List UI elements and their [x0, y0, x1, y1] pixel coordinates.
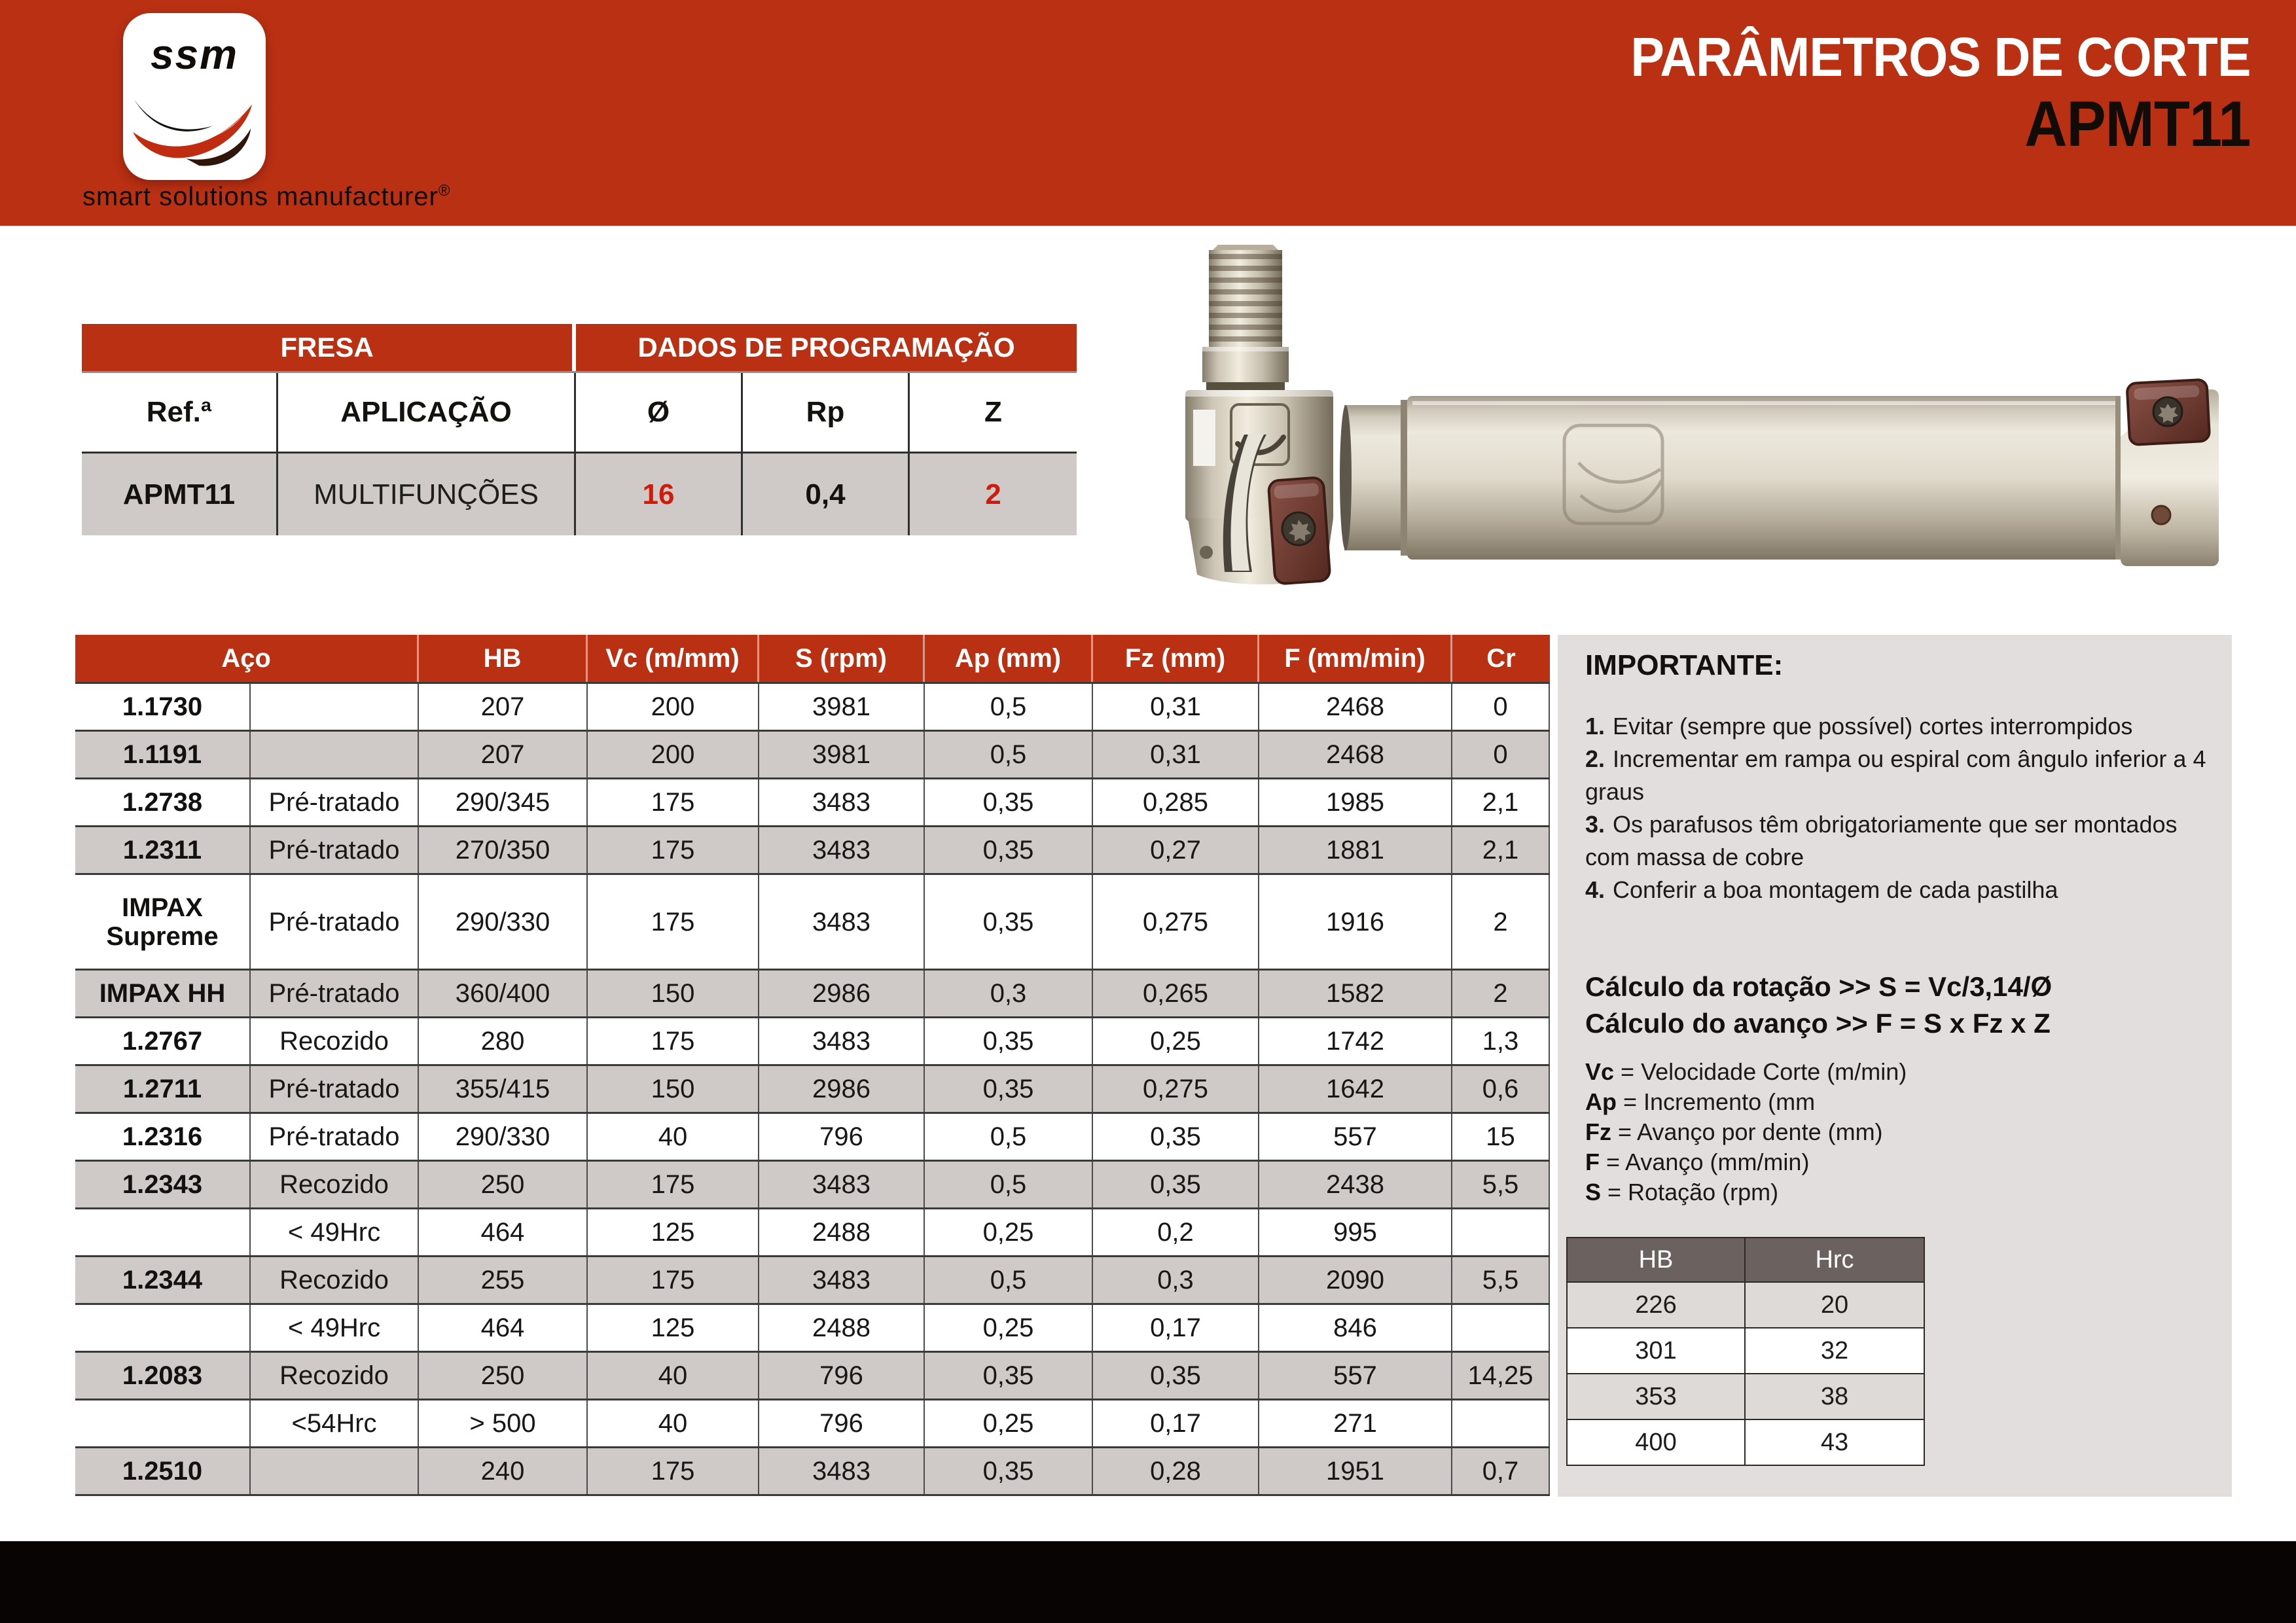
table-cell: 0,17 — [1093, 1400, 1259, 1446]
table-cell: 0,35 — [925, 1353, 1093, 1399]
table-row — [75, 875, 1550, 971]
table-cell: 3483 — [759, 1018, 925, 1064]
table-cell: 0,25 — [1093, 1018, 1259, 1064]
ssm-swoosh-icon — [128, 73, 260, 171]
table-row — [75, 1018, 1550, 1066]
definition-line: Fz = Avanço por dente (mm) — [1585, 1118, 1883, 1145]
col-hrc: Hrc — [1815, 1245, 1854, 1274]
table-cell: 0,25 — [925, 1305, 1093, 1351]
table-cell: 270/350 — [419, 827, 588, 873]
ssm-logo-text: ssm — [150, 31, 239, 78]
formula-line: Cálculo do avanço >> F = S x Fz x Z — [1585, 1008, 2051, 1039]
table-cell: 1916 — [1259, 875, 1452, 969]
table-cell: 355/415 — [419, 1066, 588, 1112]
table-cell: 175 — [588, 1162, 759, 1207]
table-cell — [1452, 1305, 1550, 1351]
table-cell: Pré-tratado — [251, 875, 419, 969]
table-cell: 5,5 — [1452, 1257, 1550, 1303]
cell-ref: APMT11 — [82, 454, 278, 535]
fresa-group-label: FRESA — [82, 324, 576, 371]
table-cell: 40 — [588, 1400, 759, 1446]
table-cell: Pré-tratado — [251, 1114, 419, 1160]
top-banner — [0, 0, 2296, 226]
table-cell: 1742 — [1259, 1018, 1452, 1064]
table-cell — [1452, 1400, 1550, 1446]
definitions — [1585, 1057, 2207, 1207]
table-cell: 255 — [419, 1257, 588, 1303]
table-cell — [251, 732, 419, 777]
table-cell — [75, 1400, 251, 1446]
registered-mark: ® — [438, 182, 451, 200]
table-cell: 175 — [588, 875, 759, 969]
table-cell: 1.2316 — [75, 1114, 251, 1160]
table-cell: 2468 — [1259, 732, 1452, 777]
table-cell: 3483 — [759, 1257, 925, 1303]
hardness-cell: 353 — [1568, 1374, 1746, 1419]
table-cell: 0,5 — [925, 1162, 1093, 1207]
note-item: 1. Evitar (sempre que possível) cortes interrompidos — [1585, 713, 2133, 740]
table-cell: IMPAX Supreme — [75, 875, 251, 969]
table-cell: 1.1730 — [75, 684, 251, 730]
table-row — [75, 779, 1550, 827]
table-cell: 14,25 — [1452, 1353, 1550, 1399]
brand-tagline — [82, 182, 450, 211]
hardness-cell: 400 — [1568, 1420, 1746, 1465]
table-cell: 271 — [1259, 1400, 1452, 1446]
table-row — [75, 1257, 1550, 1305]
table-cell: 1.2344 — [75, 1257, 251, 1303]
page-title: PARÂMETROS DE CORTE — [1630, 26, 2250, 88]
col-ap: Ap (mm) — [925, 635, 1093, 682]
table-cell: 290/345 — [419, 779, 588, 825]
table-cell: 280 — [419, 1018, 588, 1064]
hardness-cell: 226 — [1568, 1283, 1746, 1327]
table-cell: 0,31 — [1093, 684, 1259, 730]
table-cell: 0,35 — [925, 1066, 1093, 1112]
table-cell: <54Hrc — [251, 1400, 419, 1446]
table-cell: 250 — [419, 1162, 588, 1207]
notes-list — [1585, 710, 2207, 906]
table-cell: 1.2343 — [75, 1162, 251, 1207]
table-cell: 0,275 — [1093, 875, 1259, 969]
table-cell: 0,7 — [1452, 1448, 1550, 1494]
ssm-logo — [123, 13, 266, 180]
page-subtitle: APMT11 — [2024, 88, 2250, 160]
table-cell: > 500 — [419, 1400, 588, 1446]
table-row — [75, 1448, 1550, 1496]
table-cell: 557 — [1259, 1353, 1452, 1399]
table-cell: 0,6 — [1452, 1066, 1550, 1112]
table-cell: 1985 — [1259, 779, 1452, 825]
table-cell: 175 — [588, 1448, 759, 1494]
col-diametro: Ø — [576, 373, 743, 452]
table-cell: 0,27 — [1093, 827, 1259, 873]
table-cell: 464 — [419, 1305, 588, 1351]
col-vc: Vc (m/mm) — [588, 635, 759, 682]
fresa-table-columns — [82, 373, 1077, 454]
table-cell: 0,25 — [925, 1400, 1093, 1446]
table-cell: 796 — [759, 1353, 925, 1399]
cutting-params-table — [75, 635, 1550, 1496]
table-row — [75, 1305, 1550, 1353]
col-hb: HB — [419, 635, 588, 682]
note-item: 3. Os parafusos têm obrigatoriamente que ser montados com massa de cobre — [1585, 811, 2178, 870]
table-cell: 0,31 — [1093, 732, 1259, 777]
table-cell: 207 — [419, 684, 588, 730]
table-cell — [75, 1305, 251, 1351]
table-cell: 150 — [588, 1066, 759, 1112]
table-row — [75, 971, 1550, 1018]
table-cell: 995 — [1259, 1209, 1452, 1255]
table-cell: 2986 — [759, 1066, 925, 1112]
table-cell: 0,35 — [925, 1018, 1093, 1064]
brand-tagline-text: smart solutions manufacturer — [82, 182, 439, 211]
table-cell: 0,3 — [925, 971, 1093, 1016]
fresa-table — [82, 324, 1077, 535]
table-cell: 0,3 — [1093, 1257, 1259, 1303]
table-cell: 150 — [588, 971, 759, 1016]
table-cell: 1951 — [1259, 1448, 1452, 1494]
col-ref: Ref.ª — [82, 373, 278, 452]
table-cell: 0,2 — [1093, 1209, 1259, 1255]
col-hb: HB — [1568, 1238, 1746, 1281]
table-cell: 2 — [1452, 971, 1550, 1016]
table-cell: 1582 — [1259, 971, 1452, 1016]
table-cell: 2 — [1452, 875, 1550, 969]
table-cell: 1642 — [1259, 1066, 1452, 1112]
cell-rp: 0,4 — [743, 454, 910, 535]
end-mill-photo — [1335, 363, 2278, 592]
table-cell: 0,35 — [1093, 1353, 1259, 1399]
table-cell: 1.1191 — [75, 732, 251, 777]
formulas — [1585, 969, 2207, 1042]
col-cr: Cr — [1486, 643, 1516, 673]
table-cell: 0,35 — [925, 875, 1093, 969]
table-cell: 3981 — [759, 732, 925, 777]
definition-line: Ap = Incremento (mm — [1585, 1088, 1816, 1115]
hardness-table — [1566, 1237, 1925, 1466]
table-cell: 0,35 — [1093, 1162, 1259, 1207]
table-cell: 175 — [588, 779, 759, 825]
table-cell: Recozido — [251, 1162, 419, 1207]
table-cell: 796 — [759, 1400, 925, 1446]
table-cell: Recozido — [251, 1257, 419, 1303]
hardness-row — [1568, 1373, 1924, 1419]
table-row — [75, 684, 1550, 732]
notes-title: IMPORTANTE: — [1585, 649, 1784, 681]
col-fz: Fz (mm) — [1093, 635, 1259, 682]
table-cell: 250 — [419, 1353, 588, 1399]
table-cell: 846 — [1259, 1305, 1452, 1351]
table-cell: 0,35 — [925, 1448, 1093, 1494]
table-cell: 0,28 — [1093, 1448, 1259, 1494]
hardness-row — [1568, 1327, 1924, 1373]
col-f: F (mm/min) — [1259, 635, 1452, 682]
table-cell: 175 — [588, 1018, 759, 1064]
table-cell: 40 — [588, 1114, 759, 1160]
table-cell: 1,3 — [1452, 1018, 1550, 1064]
table-cell: 557 — [1259, 1114, 1452, 1160]
table-cell: 3483 — [759, 827, 925, 873]
cell-z: 2 — [985, 478, 1001, 510]
table-cell: 2,1 — [1452, 827, 1550, 873]
table-cell: 125 — [588, 1209, 759, 1255]
table-cell: 2488 — [759, 1305, 925, 1351]
table-row — [75, 1114, 1550, 1162]
col-s: S (rpm) — [759, 635, 925, 682]
table-cell: Pré-tratado — [251, 827, 419, 873]
formula-line: Cálculo da rotação >> S = Vc/3,14/Ø — [1585, 971, 2053, 1002]
table-cell: IMPAX HH — [75, 971, 251, 1016]
table-cell: 1.2083 — [75, 1353, 251, 1399]
table-cell: 796 — [759, 1114, 925, 1160]
table-cell: 464 — [419, 1209, 588, 1255]
table-cell: < 49Hrc — [251, 1305, 419, 1351]
table-row — [75, 827, 1550, 875]
table-cell — [75, 1209, 251, 1255]
hardness-cell: 20 — [1820, 1291, 1849, 1319]
table-cell: 0,5 — [925, 684, 1093, 730]
table-cell: 1.2738 — [75, 779, 251, 825]
table-row — [75, 1162, 1550, 1209]
table-cell: 0,35 — [1093, 1114, 1259, 1160]
col-z: Z — [984, 396, 1002, 428]
table-cell: Pré-tratado — [251, 1066, 419, 1112]
hardness-cell: 38 — [1820, 1382, 1849, 1410]
table-cell: 240 — [419, 1448, 588, 1494]
table-cell: 3483 — [759, 779, 925, 825]
table-cell — [1452, 1209, 1550, 1255]
table-cell: 1.2711 — [75, 1066, 251, 1112]
table-cell: Pré-tratado — [251, 971, 419, 1016]
table-cell: Recozido — [251, 1018, 419, 1064]
table-row — [75, 1066, 1550, 1114]
table-cell: 200 — [588, 684, 759, 730]
table-cell: 290/330 — [419, 1114, 588, 1160]
table-cell: 0 — [1452, 684, 1550, 730]
hardness-cell: 301 — [1568, 1329, 1746, 1373]
table-cell: 0 — [1452, 732, 1550, 777]
table-cell: 0,265 — [1093, 971, 1259, 1016]
table-row — [75, 1400, 1550, 1448]
table-cell: 360/400 — [419, 971, 588, 1016]
table-cell: Recozido — [251, 1353, 419, 1399]
notes-panel — [1558, 635, 2232, 1497]
table-cell: 2090 — [1259, 1257, 1452, 1303]
programming-group-label: DADOS DE PROGRAMAÇÃO — [576, 324, 1077, 371]
table-cell: 200 — [588, 732, 759, 777]
table-cell: 0,5 — [925, 1114, 1093, 1160]
table-cell: 0,285 — [1093, 779, 1259, 825]
header-titles — [1577, 26, 2250, 160]
col-aplicacao: APLICAÇÃO — [278, 373, 576, 452]
table-cell: < 49Hrc — [251, 1209, 419, 1255]
table-cell: 290/330 — [419, 875, 588, 969]
table-cell — [251, 684, 419, 730]
table-cell: 0,17 — [1093, 1305, 1259, 1351]
table-cell: 2488 — [759, 1209, 925, 1255]
table-cell: 207 — [419, 732, 588, 777]
definition-line: S = Rotação (rpm) — [1585, 1179, 1779, 1205]
table-row — [75, 1209, 1550, 1257]
table-cell: 3981 — [759, 684, 925, 730]
definition-line: F = Avanço (mm/min) — [1585, 1149, 1810, 1175]
cell-diametro: 16 — [576, 454, 743, 535]
table-cell: 1.2767 — [75, 1018, 251, 1064]
table-cell: 175 — [588, 1257, 759, 1303]
table-cell: 2468 — [1259, 684, 1452, 730]
table-cell: 1.2510 — [75, 1448, 251, 1494]
footer-bar — [0, 1541, 2296, 1623]
table-cell: 0,25 — [925, 1209, 1093, 1255]
note-item: 4. Conferir a boa montagem de cada pastilha — [1585, 876, 2058, 903]
table-cell: 125 — [588, 1305, 759, 1351]
table-cell: Pré-tratado — [251, 779, 419, 825]
hardness-cell: 32 — [1820, 1336, 1849, 1364]
table-cell: 5,5 — [1452, 1162, 1550, 1207]
col-rp: Rp — [743, 373, 910, 452]
cutting-params-rows — [75, 684, 1550, 1496]
table-cell: 0,35 — [925, 827, 1093, 873]
hardness-row — [1568, 1419, 1924, 1465]
table-cell: 1.2311 — [75, 827, 251, 873]
table-cell: 0,275 — [1093, 1066, 1259, 1112]
table-cell: 2438 — [1259, 1162, 1452, 1207]
definition-line: Vc = Velocidade Corte (m/min) — [1585, 1058, 1907, 1085]
cutting-params-header — [75, 635, 1550, 684]
table-cell: 40 — [588, 1353, 759, 1399]
fresa-table-row — [82, 454, 1077, 535]
table-cell: 0,35 — [925, 779, 1093, 825]
table-cell: 1881 — [1259, 827, 1452, 873]
col-aco: Aço — [75, 635, 419, 682]
note-item: 2. Incrementar em rampa ou espiral com ângulo inferior a 4 graus — [1585, 745, 2206, 805]
table-cell: 15 — [1452, 1114, 1550, 1160]
table-cell — [251, 1448, 419, 1494]
cell-aplicacao: MULTIFUNÇÕES — [278, 454, 576, 535]
table-cell: 175 — [588, 827, 759, 873]
table-cell: 3483 — [759, 1162, 925, 1207]
table-cell: 3483 — [759, 1448, 925, 1494]
fresa-table-group-header — [82, 324, 1077, 373]
table-row — [75, 1353, 1550, 1400]
table-cell: 3483 — [759, 875, 925, 969]
table-cell: 2,1 — [1452, 779, 1550, 825]
hardness-row — [1568, 1281, 1924, 1327]
hardness-table-header — [1568, 1238, 1924, 1281]
hardness-cell: 43 — [1820, 1428, 1849, 1456]
table-cell: 0,5 — [925, 1257, 1093, 1303]
table-cell: 2986 — [759, 971, 925, 1016]
table-cell: 0,5 — [925, 732, 1093, 777]
hardness-table-rows — [1568, 1281, 1924, 1465]
table-row — [75, 732, 1550, 779]
